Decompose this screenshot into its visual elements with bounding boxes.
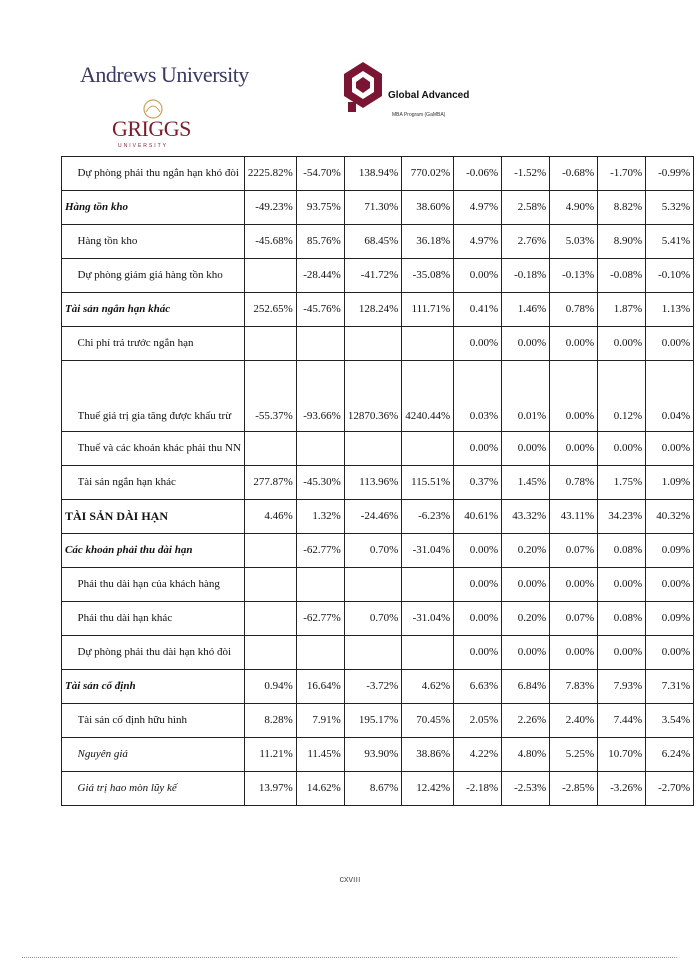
value-cell: 12.42%	[402, 772, 454, 806]
value-cell: 0.00%	[502, 327, 550, 361]
row-label: Dự phòng phải thu dài hạn khó đòi	[78, 636, 245, 670]
value-cell: -49.23%	[244, 191, 296, 225]
value-cell: -55.37%	[244, 361, 296, 432]
value-cell	[244, 432, 296, 466]
value-cell: 43.11%	[550, 500, 598, 534]
value-cell: 0.09%	[646, 534, 694, 568]
value-cell: 0.00%	[550, 568, 598, 602]
value-cell: -54.70%	[296, 157, 344, 191]
value-cell: 2.58%	[502, 191, 550, 225]
gamba-logo-name: Global Advanced	[388, 90, 470, 101]
value-cell: 11.21%	[244, 738, 296, 772]
row-label: Nguyên giá	[78, 738, 245, 772]
indent-cell	[62, 432, 78, 466]
page-number: cxvııı	[339, 874, 361, 884]
value-cell: -31.04%	[402, 602, 454, 636]
indent-cell	[62, 225, 78, 259]
value-cell: -35.08%	[402, 259, 454, 293]
value-cell: 0.00%	[598, 327, 646, 361]
indent-cell	[62, 704, 78, 738]
value-cell: 0.41%	[454, 293, 502, 327]
value-cell: -0.06%	[454, 157, 502, 191]
value-cell: 36.18%	[402, 225, 454, 259]
value-cell: 8.28%	[244, 704, 296, 738]
value-cell	[296, 568, 344, 602]
value-cell: 0.00%	[550, 327, 598, 361]
value-cell	[402, 636, 454, 670]
table-row	[62, 602, 694, 636]
value-cell	[244, 636, 296, 670]
page-header	[0, 0, 700, 160]
value-cell: 0.08%	[598, 602, 646, 636]
table-row	[62, 568, 694, 602]
indent-cell	[62, 361, 78, 432]
value-cell: 0.00%	[550, 636, 598, 670]
andrews-university-logo	[80, 62, 249, 88]
value-cell: 0.20%	[502, 534, 550, 568]
andrews-university-text: Andrews University	[80, 62, 249, 87]
value-cell: 0.07%	[550, 602, 598, 636]
value-cell: 40.32%	[646, 500, 694, 534]
value-cell	[244, 534, 296, 568]
table-row	[62, 225, 694, 259]
value-cell: 5.41%	[646, 225, 694, 259]
indent-cell	[62, 259, 78, 293]
value-cell	[344, 432, 401, 466]
value-cell: 4.46%	[244, 500, 296, 534]
value-cell	[402, 568, 454, 602]
value-cell: 93.75%	[296, 191, 344, 225]
value-cell	[296, 432, 344, 466]
row-label: Thuế và các khoản khác phải thu NN	[78, 432, 245, 466]
table-row	[62, 534, 694, 568]
value-cell: 0.78%	[550, 466, 598, 500]
row-label: Phải thu dài hạn khác	[78, 602, 245, 636]
griggs-logo-text: GRIGGS	[112, 116, 191, 141]
table-row	[62, 670, 694, 704]
value-cell: -28.44%	[296, 259, 344, 293]
value-cell: 0.08%	[598, 534, 646, 568]
row-label: Tài sản ngắn hạn khác	[62, 293, 245, 327]
value-cell: 277.87%	[244, 466, 296, 500]
value-cell: 195.17%	[344, 704, 401, 738]
value-cell: 11.45%	[296, 738, 344, 772]
value-cell: 68.45%	[344, 225, 401, 259]
value-cell: 4.80%	[502, 738, 550, 772]
value-cell: 113.96%	[344, 466, 401, 500]
value-cell: 1.75%	[598, 466, 646, 500]
value-cell: 6.24%	[646, 738, 694, 772]
value-cell: 4240.44%	[402, 361, 454, 432]
value-cell: 111.71%	[402, 293, 454, 327]
value-cell: -45.76%	[296, 293, 344, 327]
indent-cell	[62, 602, 78, 636]
row-label: Dự phòng giảm giá hàng tồn kho	[78, 259, 245, 293]
value-cell: 38.60%	[402, 191, 454, 225]
value-cell: -24.46%	[344, 500, 401, 534]
table-row	[62, 772, 694, 806]
value-cell: -3.26%	[598, 772, 646, 806]
row-label: Tài sản ngắn hạn khác	[78, 466, 245, 500]
value-cell: -1.70%	[598, 157, 646, 191]
value-cell: -45.68%	[244, 225, 296, 259]
value-cell: -0.68%	[550, 157, 598, 191]
value-cell: 34.23%	[598, 500, 646, 534]
value-cell: -62.77%	[296, 602, 344, 636]
value-cell: 14.62%	[296, 772, 344, 806]
table-row	[62, 500, 694, 534]
value-cell: 0.00%	[454, 259, 502, 293]
value-cell: 128.24%	[344, 293, 401, 327]
indent-cell	[62, 636, 78, 670]
value-cell: 4.97%	[454, 225, 502, 259]
value-cell: 7.93%	[598, 670, 646, 704]
table-row	[62, 432, 694, 466]
value-cell: -1.52%	[502, 157, 550, 191]
value-cell: 0.00%	[550, 361, 598, 432]
table-row	[62, 704, 694, 738]
value-cell: 2.76%	[502, 225, 550, 259]
value-cell: 0.00%	[454, 432, 502, 466]
financial-ratio-table	[61, 156, 694, 806]
value-cell: -31.04%	[402, 534, 454, 568]
row-label: Chi phí trả trước ngắn hạn	[78, 327, 245, 361]
value-cell	[344, 636, 401, 670]
value-cell: 2.26%	[502, 704, 550, 738]
value-cell: 0.03%	[454, 361, 502, 432]
gamba-logo-subtitle: MBA Program (GaMBA)	[392, 112, 446, 118]
value-cell: -0.08%	[598, 259, 646, 293]
value-cell: 0.07%	[550, 534, 598, 568]
value-cell: 0.00%	[454, 327, 502, 361]
value-cell: 10.70%	[598, 738, 646, 772]
value-cell: 7.91%	[296, 704, 344, 738]
value-cell: 0.00%	[454, 534, 502, 568]
value-cell: 0.70%	[344, 602, 401, 636]
value-cell: 1.32%	[296, 500, 344, 534]
value-cell: -2.18%	[454, 772, 502, 806]
value-cell: 0.04%	[646, 361, 694, 432]
value-cell	[402, 327, 454, 361]
value-cell: 8.82%	[598, 191, 646, 225]
value-cell: 2225.82%	[244, 157, 296, 191]
value-cell: 0.00%	[646, 568, 694, 602]
value-cell: 1.13%	[646, 293, 694, 327]
value-cell: 0.78%	[550, 293, 598, 327]
value-cell: -41.72%	[344, 259, 401, 293]
row-label: Dự phòng phải thu ngắn hạn khó đòi	[78, 157, 245, 191]
value-cell: 71.30%	[344, 191, 401, 225]
value-cell: -62.77%	[296, 534, 344, 568]
value-cell: -2.70%	[646, 772, 694, 806]
row-label: Tài sản cố định	[62, 670, 245, 704]
value-cell: -0.99%	[646, 157, 694, 191]
row-label: Phải thu dài hạn của khách hàng	[78, 568, 245, 602]
value-cell: 38.86%	[402, 738, 454, 772]
value-cell: 6.84%	[502, 670, 550, 704]
value-cell: 0.00%	[550, 432, 598, 466]
table-row	[62, 361, 694, 432]
value-cell: 0.09%	[646, 602, 694, 636]
row-label: Hàng tồn kho	[78, 225, 245, 259]
table-row	[62, 466, 694, 500]
value-cell: 16.64%	[296, 670, 344, 704]
value-cell: 1.87%	[598, 293, 646, 327]
value-cell: -45.30%	[296, 466, 344, 500]
value-cell: 115.51%	[402, 466, 454, 500]
value-cell: 3.54%	[646, 704, 694, 738]
value-cell: 2.40%	[550, 704, 598, 738]
value-cell: -3.72%	[344, 670, 401, 704]
value-cell: -6.23%	[402, 500, 454, 534]
value-cell: 70.45%	[402, 704, 454, 738]
indent-cell	[62, 327, 78, 361]
row-label: TÀI SẢN DÀI HẠN	[62, 500, 245, 534]
value-cell: -2.85%	[550, 772, 598, 806]
value-cell	[344, 568, 401, 602]
value-cell: 8.90%	[598, 225, 646, 259]
value-cell: 252.65%	[244, 293, 296, 327]
value-cell: 43.32%	[502, 500, 550, 534]
value-cell: 0.20%	[502, 602, 550, 636]
value-cell: 93.90%	[344, 738, 401, 772]
value-cell: 0.00%	[502, 636, 550, 670]
value-cell: 0.00%	[598, 432, 646, 466]
value-cell: 40.61%	[454, 500, 502, 534]
table-row	[62, 636, 694, 670]
value-cell: 7.31%	[646, 670, 694, 704]
value-cell	[244, 327, 296, 361]
value-cell: -93.66%	[296, 361, 344, 432]
table-row	[62, 738, 694, 772]
value-cell: 0.94%	[244, 670, 296, 704]
indent-cell	[62, 568, 78, 602]
value-cell: 4.62%	[402, 670, 454, 704]
row-label: Tài sản cố định hữu hình	[78, 704, 245, 738]
value-cell: 7.44%	[598, 704, 646, 738]
value-cell: 0.00%	[598, 636, 646, 670]
page-bottom-divider	[22, 957, 677, 958]
value-cell: 0.70%	[344, 534, 401, 568]
value-cell: 8.67%	[344, 772, 401, 806]
value-cell: 0.12%	[598, 361, 646, 432]
row-label: Các khoản phải thu dài hạn	[62, 534, 245, 568]
table-row	[62, 327, 694, 361]
value-cell: 13.97%	[244, 772, 296, 806]
value-cell: -0.10%	[646, 259, 694, 293]
indent-cell	[62, 157, 78, 191]
value-cell: 2.05%	[454, 704, 502, 738]
value-cell	[296, 636, 344, 670]
value-cell: 5.03%	[550, 225, 598, 259]
value-cell	[244, 568, 296, 602]
value-cell: 6.63%	[454, 670, 502, 704]
value-cell: 770.02%	[402, 157, 454, 191]
value-cell: 85.76%	[296, 225, 344, 259]
value-cell: 0.37%	[454, 466, 502, 500]
row-label: Giá trị hao mòn lũy kế	[78, 772, 245, 806]
value-cell: 0.01%	[502, 361, 550, 432]
value-cell: 0.00%	[646, 327, 694, 361]
value-cell: 0.00%	[598, 568, 646, 602]
value-cell: -0.13%	[550, 259, 598, 293]
griggs-logo-subtext: UNIVERSITY	[118, 143, 169, 149]
value-cell: 0.00%	[454, 568, 502, 602]
gamba-logo-icon	[340, 58, 386, 114]
value-cell: -2.53%	[502, 772, 550, 806]
value-cell: 12870.36%	[344, 361, 401, 432]
value-cell: 0.00%	[502, 432, 550, 466]
table-row	[62, 191, 694, 225]
value-cell: 4.97%	[454, 191, 502, 225]
value-cell	[244, 259, 296, 293]
value-cell: 7.83%	[550, 670, 598, 704]
value-cell: 4.22%	[454, 738, 502, 772]
table-row	[62, 157, 694, 191]
indent-cell	[62, 772, 78, 806]
value-cell: 5.25%	[550, 738, 598, 772]
value-cell: 0.00%	[502, 568, 550, 602]
table-row	[62, 259, 694, 293]
value-cell: 0.00%	[646, 432, 694, 466]
value-cell: 0.00%	[454, 636, 502, 670]
value-cell: 1.45%	[502, 466, 550, 500]
indent-cell	[62, 466, 78, 500]
value-cell: 0.00%	[454, 602, 502, 636]
row-label: Thuế giá trị gia tăng được khấu trừ	[78, 361, 245, 432]
value-cell: 1.09%	[646, 466, 694, 500]
value-cell	[296, 327, 344, 361]
value-cell: -0.18%	[502, 259, 550, 293]
value-cell	[344, 327, 401, 361]
value-cell	[244, 602, 296, 636]
value-cell: 5.32%	[646, 191, 694, 225]
value-cell: 1.46%	[502, 293, 550, 327]
value-cell: 138.94%	[344, 157, 401, 191]
value-cell: 4.90%	[550, 191, 598, 225]
value-cell: 0.00%	[646, 636, 694, 670]
value-cell	[402, 432, 454, 466]
indent-cell	[62, 738, 78, 772]
table-row	[62, 293, 694, 327]
row-label: Hàng tồn kho	[62, 191, 245, 225]
